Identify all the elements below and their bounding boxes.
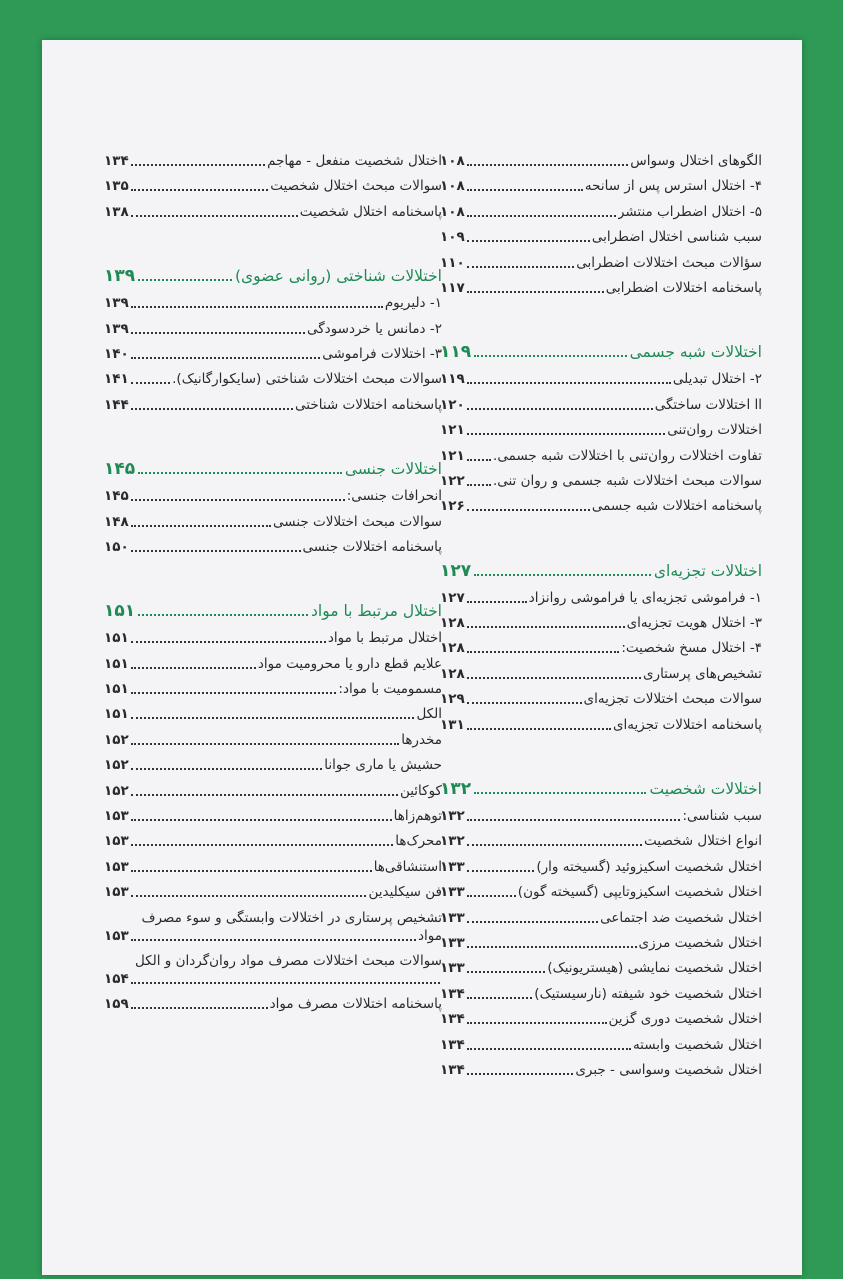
- toc-entry-title: الگوهای اختلال وسواس: [630, 153, 762, 169]
- toc-entry-page-number: ۱۳۴: [440, 985, 465, 1002]
- toc-entry: [440, 254, 762, 272]
- toc-entry-title: توهم‌زاها: [393, 808, 442, 825]
- toc-entry-page-number: ۱۳۳: [440, 909, 465, 926]
- toc-entry-page-number: ۱۵۴: [104, 970, 129, 987]
- dot-leader: [131, 870, 372, 872]
- section-page-number: ۱۵۱: [104, 601, 136, 622]
- toc-column-left: [104, 152, 442, 1021]
- dot-leader: [467, 266, 575, 268]
- section-page-number: ۱۳۲: [440, 779, 472, 800]
- toc-entry-page-number: ۱۱۰: [440, 254, 465, 271]
- dot-leader: [474, 792, 646, 794]
- dot-leader: [131, 939, 416, 941]
- toc-entry: [104, 909, 442, 945]
- section-gap: [440, 304, 762, 342]
- toc-entry-line1: [104, 909, 442, 927]
- toc-entry: [104, 396, 442, 414]
- toc-entry: [104, 705, 442, 723]
- toc-entry-title: حشیش یا ماری جوانا: [324, 757, 442, 774]
- toc-entry-page-number: ۱۲۲: [440, 472, 465, 489]
- section-title: اختلالات شبه جسمی: [629, 343, 762, 362]
- toc-entry-title: الکل: [416, 706, 442, 723]
- toc-entry-page-number: ۱۳۸: [104, 203, 129, 220]
- toc-entry: [104, 731, 442, 749]
- toc-entry: [440, 665, 762, 683]
- toc-entry: [440, 614, 762, 632]
- dot-leader: [138, 472, 342, 474]
- dot-leader: [467, 291, 604, 293]
- toc-entry-title: ۴- اختلال مسخ شخصیت:: [621, 640, 762, 657]
- dot-leader: [467, 215, 616, 217]
- section-heading: [104, 459, 442, 479]
- section-title: اختلالات تجزیه‌ای: [653, 561, 762, 580]
- section-heading: [104, 601, 442, 621]
- toc-entry-page-number: ۱۲۱: [440, 447, 465, 464]
- section-title: اختلالات شناختی (روانی عضوی): [234, 267, 442, 286]
- dot-leader: [131, 819, 392, 821]
- toc-entry-title: علایم قطع دارو یا محرومیت مواد: [257, 655, 442, 672]
- dot-leader: [467, 921, 598, 923]
- toc-entry-title: اختلال شخصیت نمایشی (هیستریونیک): [547, 960, 762, 977]
- section-page-number: ۱۳۹: [104, 266, 136, 287]
- toc-entry: [104, 538, 442, 556]
- dot-leader: [467, 189, 583, 191]
- toc-entry-page-number: ۱۵۲: [104, 757, 129, 774]
- toc-entry-page-number: ۱۴۴: [104, 396, 129, 413]
- toc-entry-page-number: ۱۵۰: [104, 538, 129, 555]
- toc-entry: [440, 152, 762, 170]
- toc-entry: [104, 832, 442, 850]
- dot-leader: [131, 550, 301, 552]
- toc-entry-page-number: ۱۳۱: [440, 716, 465, 733]
- dot-leader: [138, 279, 232, 281]
- toc-entry-title: مسمومیت با مواد:: [338, 681, 442, 698]
- toc-entry: [104, 883, 442, 901]
- dot-leader: [138, 614, 308, 616]
- toc-entry-title: اختلال شخصیت ضد اجتماعی: [600, 909, 762, 926]
- section-heading: [440, 561, 762, 581]
- dot-leader: [131, 641, 326, 643]
- dot-leader: [467, 459, 491, 461]
- toc-entry-title: پاسخنامه اختلالات تجزیه‌ای: [612, 716, 762, 733]
- dot-leader: [467, 408, 653, 410]
- toc-entry: [440, 279, 762, 297]
- toc-entry-title: تشخیص‌های پرستاری: [642, 665, 762, 682]
- toc-entry-title: ۳- اختلال هویت تجزیه‌ای: [626, 615, 762, 632]
- dot-leader: [467, 433, 666, 435]
- dot-leader: [474, 574, 651, 576]
- toc-entry: [104, 680, 442, 698]
- toc-entry-title: استنشاقی‌ها: [373, 858, 442, 875]
- dot-leader: [474, 355, 626, 357]
- toc-entry: [104, 952, 442, 988]
- toc-entry-page-number: ۱۱۹: [440, 371, 465, 388]
- toc-entry: [440, 639, 762, 657]
- toc-entry-page-number: ۱۳۴: [440, 1061, 465, 1078]
- toc-entry-title: پاسخنامه اختلالات شبه جسمی: [591, 498, 762, 515]
- toc-entry: [104, 203, 442, 221]
- toc-entry-page-number: ۱۳۳: [440, 934, 465, 951]
- dot-leader: [131, 215, 298, 217]
- toc-entry: [104, 487, 442, 505]
- toc-entry-page-number: ۱۵۱: [104, 655, 129, 672]
- toc-entry: [104, 320, 442, 338]
- toc-entry-title: اختلال شخصیت اسکیزوتایپی (گسیخته گون): [517, 884, 762, 901]
- toc-entry-title: ۵- اختلال اضطراب منتشر: [617, 203, 762, 220]
- toc-entry-page-number: ۱۵۱: [104, 681, 129, 698]
- section-page-number: ۱۴۵: [104, 459, 136, 480]
- section-title: اختلالات شخصیت: [649, 780, 762, 799]
- toc-entry-page-number: ۱۰۸: [440, 203, 465, 220]
- toc-entry-title: ۲- اختلال تبدیلی: [672, 371, 762, 388]
- dot-leader: [467, 677, 641, 679]
- toc-entry: [440, 883, 762, 901]
- dot-leader: [467, 509, 590, 511]
- toc-entry-title: اختلال شخصیت دوری گزین: [608, 1011, 762, 1028]
- toc-entry: [440, 807, 762, 825]
- toc-entry-page-number: ۱۳۹: [104, 295, 129, 312]
- toc-entry-page-number: ۱۱۷: [440, 279, 465, 296]
- toc-entry: [440, 934, 762, 952]
- toc-entry-page-number: ۱۵۲: [104, 782, 129, 799]
- toc-entry: [440, 1010, 762, 1028]
- toc-entry-page-number: ۱۲۹: [440, 691, 465, 708]
- section-gap: [104, 421, 442, 459]
- toc-entry-title-cont: مواد: [418, 927, 442, 944]
- toc-entry: [104, 995, 442, 1013]
- dot-leader: [467, 1073, 574, 1075]
- toc-entry-title: اختلال مرتبط با مواد: [327, 630, 442, 647]
- dot-leader: [467, 651, 620, 653]
- toc-entry: [440, 370, 762, 388]
- toc-entry-title: انحرافات جنسی:: [346, 488, 442, 505]
- toc-entry-title: اختلالات روان‌تنی: [667, 422, 762, 439]
- dot-leader: [467, 601, 527, 603]
- dot-leader: [467, 895, 516, 897]
- toc-entry-title: اختلال شخصیت خود شیفته (نارسیستیک): [534, 985, 762, 1002]
- toc-entry-title: تشخیص پرستاری در اختلالات وابستگی و سوء مصرف: [141, 909, 442, 926]
- toc-entry: [104, 177, 442, 195]
- toc-entry: [440, 1061, 762, 1079]
- section-gap: [440, 741, 762, 779]
- toc-entry-title: پاسخنامه اختلال شخصیت: [299, 203, 442, 220]
- dot-leader: [467, 382, 671, 384]
- toc-entry-page-number: ۱۰۹: [440, 229, 465, 246]
- toc-entry-page-number: ۱۲۶: [440, 498, 465, 515]
- toc-entry-title: اختلال شخصیت اسکیزوئید (گسیخته وار): [536, 858, 762, 875]
- toc-entry: [440, 690, 762, 708]
- toc-entry-page-number: ۱۲۸: [440, 640, 465, 657]
- toc-entry-title: محرک‌ها: [395, 833, 442, 850]
- toc-column-right: [440, 152, 762, 1086]
- dot-leader: [131, 982, 440, 984]
- toc-entry: [104, 370, 442, 388]
- toc-entry: [440, 203, 762, 221]
- toc-entry-page-number: ۱۵۳: [104, 858, 129, 875]
- toc-entry-page-number: ۱۲۷: [440, 589, 465, 606]
- toc-entry-page-number: ۱۰۸: [440, 153, 465, 169]
- section-gap: [440, 523, 762, 561]
- toc-entry-page-number: ۱۵۳: [104, 884, 129, 901]
- section-page-number: ۱۱۹: [440, 342, 472, 363]
- section-page-number: ۱۲۷: [440, 560, 472, 581]
- dot-leader: [131, 408, 293, 410]
- section-heading: [104, 266, 442, 286]
- dot-leader: [131, 844, 394, 846]
- dot-leader: [131, 743, 399, 745]
- toc-entry: [440, 589, 762, 607]
- section-title: اختلالات جنسی: [344, 460, 442, 479]
- toc-entry-page-number: ۱۲۱: [440, 422, 465, 439]
- dot-leader: [131, 164, 265, 166]
- toc-entry-page-number: ۱۵۹: [104, 996, 129, 1013]
- dot-leader: [131, 357, 320, 359]
- toc-entry-page-number: ۱۳۳: [440, 858, 465, 875]
- toc-entry-title: سوالات مبحث اختلالات شبه جسمی و روان تنی.: [492, 472, 762, 489]
- toc-entry: [440, 959, 762, 977]
- dot-leader: [467, 1022, 607, 1024]
- dot-leader: [131, 717, 415, 719]
- dot-leader: [467, 971, 546, 973]
- toc-entry-page-number: ۱۳۹: [104, 320, 129, 337]
- toc-entry: [440, 177, 762, 195]
- toc-entry-page-number: ۱۴۸: [104, 513, 129, 530]
- toc-entry: [440, 716, 762, 734]
- toc-entry-title: ۱- فراموشی تجزیه‌ای یا فراموشی روانزاد: [528, 589, 762, 606]
- toc-entry-page-number: ۱۳۴: [440, 1036, 465, 1053]
- toc-entry-page-number: ۱۴۰: [104, 345, 129, 362]
- toc-entry-page-number: ۱۳۳: [440, 960, 465, 977]
- toc-entry: [104, 807, 442, 825]
- toc-entry: [440, 1036, 762, 1054]
- toc-entry-page-number: ۱۵۱: [104, 630, 129, 647]
- toc-entry-title: انواع اختلال شخصیت: [644, 833, 762, 850]
- toc-entry-title: اختلال شخصیت منفعل - مهاجم: [267, 153, 442, 169]
- toc-entry-page-number: ۱۳۲: [440, 833, 465, 850]
- section-heading: [440, 342, 762, 362]
- dot-leader: [467, 1048, 631, 1050]
- toc-entry-page-number: ۱۵۳: [104, 808, 129, 825]
- toc-entry-title: سبب شناسی اختلال اضطرابی: [591, 229, 762, 246]
- toc-entry-title: سوالات مبحث اختلال شخصیت: [270, 178, 442, 195]
- toc-entry-title: پاسخنامه اختلالات مصرف مواد: [269, 996, 442, 1013]
- toc-entry-title: پاسخنامه اختلالات شناختی: [295, 396, 442, 413]
- toc-entry-title: ۱- دلیریوم: [384, 295, 442, 312]
- toc-entry-title: سوالات مبحث اختلالات مصرف مواد روان‌گردان و الکل: [134, 952, 442, 969]
- toc-entry: [104, 294, 442, 312]
- toc-entry-page-number: ۱۴۱: [104, 371, 129, 388]
- dot-leader: [467, 240, 590, 242]
- toc-entry-title: تفاوت اختلالات روان‌تنی با اختلالات شبه جسمی.: [493, 447, 762, 464]
- dot-leader: [131, 499, 345, 501]
- toc-entry: [440, 396, 762, 414]
- toc-entry: [440, 472, 762, 490]
- toc-entry: [104, 756, 442, 774]
- toc-entry-title: اختلال شخصیت وسواسی - جبری: [575, 1061, 762, 1078]
- toc-entry: [104, 152, 442, 170]
- dot-leader: [131, 667, 256, 669]
- book-page: [42, 40, 802, 1275]
- toc-entry: [104, 345, 442, 363]
- toc-entry-page-number: ۱۵۲: [104, 731, 129, 748]
- dot-leader: [467, 997, 533, 999]
- toc-entry: [440, 832, 762, 850]
- toc-entry-title: ۴- اختلال استرس پس از سانحه: [584, 178, 762, 195]
- dot-leader: [467, 844, 642, 846]
- toc-entry-title: اختلال شخصیت مرزی: [638, 934, 762, 951]
- dot-leader: [131, 692, 337, 694]
- dot-leader: [467, 870, 535, 872]
- toc-entry: [440, 858, 762, 876]
- toc-entry-title: فن سیکلیدین: [368, 884, 442, 901]
- dot-leader: [467, 164, 629, 166]
- section-heading: [440, 779, 762, 799]
- dot-leader: [131, 525, 271, 527]
- section-gap: [104, 228, 442, 266]
- toc-entry-title: سوالات مبحث اختلالات تجزیه‌ای: [583, 691, 762, 708]
- toc-entry-title: سؤالات مبحث اختلالات اضطرابی: [576, 254, 762, 271]
- dot-leader: [131, 332, 305, 334]
- toc-entry: [104, 782, 442, 800]
- toc-entry-line1: [104, 952, 442, 970]
- toc-entry-title: ۲- دمانس یا خردسودگی: [307, 320, 442, 337]
- toc-entry-page-number: ۱۲۸: [440, 615, 465, 632]
- toc-entry-title: مخدرها: [401, 731, 442, 748]
- dot-leader: [131, 895, 367, 897]
- toc-entry: [440, 228, 762, 246]
- dot-leader: [467, 626, 625, 628]
- toc-entry-line2: [104, 927, 442, 945]
- toc-entry-page-number: ۱۲۸: [440, 665, 465, 682]
- dot-leader: [467, 819, 681, 821]
- dot-leader: [131, 768, 322, 770]
- toc-entry-page-number: ۱۴۵: [104, 488, 129, 505]
- toc-entry-line2: [104, 970, 442, 988]
- section-gap: [104, 563, 442, 601]
- toc-entry-page-number: ۱۵۱: [104, 706, 129, 723]
- toc-entry: [440, 497, 762, 515]
- toc-entry-page-number: ۱۳۳: [440, 884, 465, 901]
- dot-leader: [131, 189, 269, 191]
- dot-leader: [131, 794, 398, 796]
- toc-entry-page-number: ۱۵۳: [104, 927, 129, 944]
- toc-entry-page-number: ۱۰۸: [440, 178, 465, 195]
- toc-entry-page-number: ۱۳۲: [440, 808, 465, 825]
- toc-entry-title: پاسخنامه اختلالات اضطرابی: [605, 279, 762, 296]
- toc-entry-page-number: ۱۵۳: [104, 833, 129, 850]
- toc-entry: [440, 421, 762, 439]
- dot-leader: [131, 1007, 268, 1009]
- toc-entry: [104, 513, 442, 531]
- toc-entry-title: کوکائین: [399, 782, 442, 799]
- toc-entry-title: اا اختلالات ساختگی: [654, 396, 762, 413]
- toc-entry-title: سوالات مبحث اختلالات شناختی (سایکوارگانیک).: [172, 371, 442, 388]
- dot-leader: [467, 702, 582, 704]
- toc-entry-page-number: ۱۳۵: [104, 178, 129, 195]
- toc-entry: [104, 858, 442, 876]
- toc-entry: [104, 655, 442, 673]
- toc-entry-title: ۳- اختلالات فراموشی: [322, 345, 442, 362]
- section-title: اختلال مرتبط با مواد: [311, 602, 442, 621]
- toc-entry-page-number: ۱۳۴: [440, 1011, 465, 1028]
- toc-entry: [440, 447, 762, 465]
- toc-entry: [440, 909, 762, 927]
- dot-leader: [467, 484, 491, 486]
- toc-entry: [104, 629, 442, 647]
- toc-entry-page-number: ۱۲۰: [440, 396, 465, 413]
- toc-entry-page-number: ۱۳۴: [104, 153, 129, 169]
- toc-entry-title: پاسخنامه اختلالات جنسی: [302, 538, 442, 555]
- dot-leader: [467, 728, 611, 730]
- toc-entry-title: سوالات مبحث اختلالات جنسی: [273, 513, 442, 530]
- toc-entry: [440, 985, 762, 1003]
- toc-entry-title: اختلال شخصیت وابسته: [632, 1036, 762, 1053]
- dot-leader: [131, 382, 170, 384]
- dot-leader: [467, 946, 637, 948]
- dot-leader: [131, 306, 383, 308]
- toc-entry-title: سبب شناسی:: [682, 808, 762, 825]
